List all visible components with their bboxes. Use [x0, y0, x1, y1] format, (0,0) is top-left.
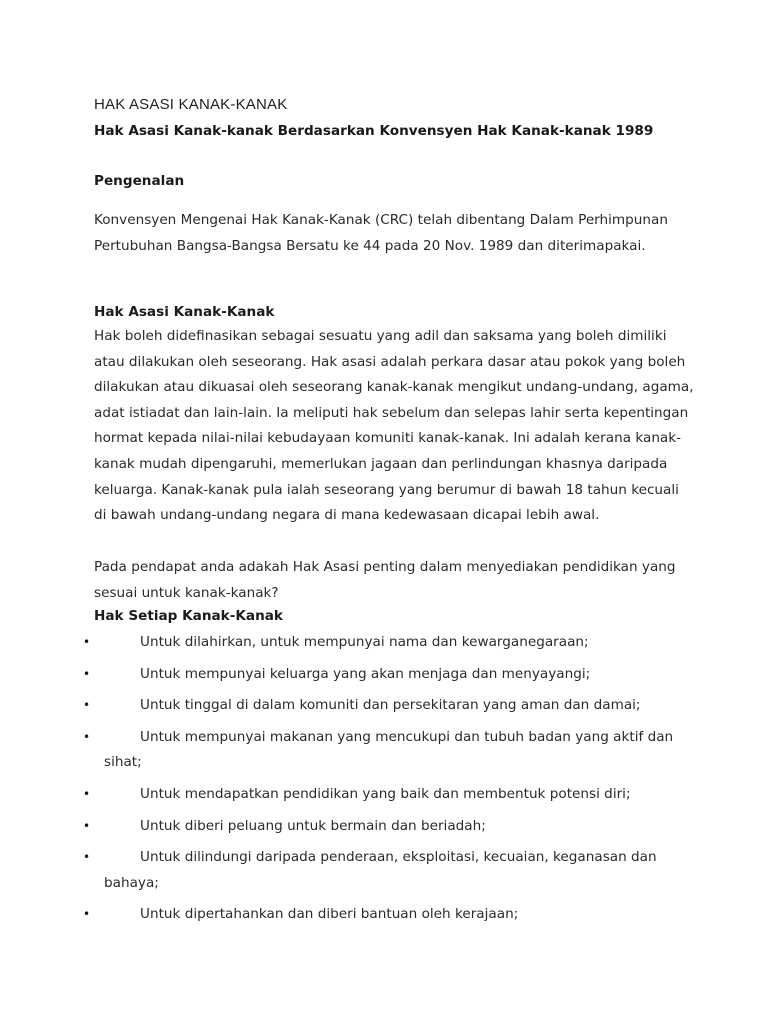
intro-heading: Pengenalan: [94, 173, 185, 189]
document-subtitle: Hak Asasi Kanak-kanak Berdasarkan Konvensyen Hak Kanak-kanak 1989: [94, 123, 654, 139]
rights-list: [0, 630, 768, 934]
list-item-text: Untuk dipertahankan dan diberi bantuan oleh kerajaan;: [140, 906, 519, 923]
list-item: [0, 845, 684, 896]
bullet-icon: •: [83, 907, 91, 922]
list-item: [0, 902, 684, 928]
document-title: HAK ASASI KANAK-KANAK: [94, 96, 288, 113]
list-item-text: Untuk dilindungi daripada penderaan, eksploitasi, kecuaian, keganasan dan bahaya;: [104, 849, 657, 891]
list-item-text: Untuk diberi peluang untuk bermain dan beriadah;: [140, 817, 486, 834]
every-child-heading: Hak Setiap Kanak-Kanak: [94, 608, 283, 624]
list-item: [0, 725, 684, 776]
list-item-text: Untuk dilahirkan, untuk mempunyai nama dan kewarganegaraan;: [140, 634, 589, 650]
bullet-icon: •: [83, 635, 91, 649]
list-item-text: Untuk mempunyai makanan yang mencukupi dan tubuh badan yang aktif dan sihat;: [104, 728, 674, 771]
list-item: [0, 662, 684, 688]
intro-paragraph: Konvensyen Mengenai Hak Kanak-Kanak (CRC) telah dibentang Dalam Perhimpunan Pertubuhan Bangsa-Bangsa Bersatu ke 44 pada 20 Nov. 1989 dan diterimapakai.: [94, 212, 668, 254]
list-item-text: Untuk tinggal di dalam komuniti dan persekitaran yang aman dan damai;: [140, 697, 641, 714]
question-paragraph: Pada pendapat anda adakah Hak Asasi penting dalam menyediakan pendidikan yang sesuai untuk kanak-kanak?: [94, 559, 676, 601]
rights-definition-paragraph: Hak boleh didefinasikan sebagai sesuatu yang adil dan saksama yang boleh dimiliki atau dilakukan oleh seseorang. Hak asasi adalah perkara dasar atau pokok yang boleh dilakukan atau dikuasai oleh seseorang kanak-kanak mengikut undang-undang, agama, adat istiadat dan lain-lain. Ia meliputi hak sebelum dan selepas lahir serta kepentingan hormat kepada nilai-nilai kebudayaan komuniti kanak-kanak. Ini adalah kerana kanak-kanak mudah dipengaruhi, memerlukan jagaan dan perlindungan khasnya daripada keluarga. Kanak-kanak pula ialah seseorang yang berumur di bawah 18 tahun kecuali di bawah undang-undang negara di mana kedewasaan dicapai lebih awal.: [94, 328, 694, 524]
bullet-icon: •: [83, 818, 91, 833]
list-item-text: Untuk mempunyai keluarga yang akan menjaga dan menyayangi;: [140, 665, 591, 682]
list-item: [0, 693, 684, 719]
bullet-icon: •: [83, 786, 91, 801]
bullet-icon: •: [83, 666, 91, 681]
rights-heading: Hak Asasi Kanak-Kanak: [94, 304, 275, 320]
list-item: [0, 630, 684, 656]
bullet-icon: •: [83, 698, 91, 713]
list-item: [0, 782, 684, 808]
bullet-icon: •: [83, 729, 91, 744]
bullet-icon: •: [83, 850, 91, 865]
list-item-text: Untuk mendapatkan pendidikan yang baik dan membentuk potensi diri;: [140, 785, 631, 802]
list-item: [0, 814, 684, 840]
